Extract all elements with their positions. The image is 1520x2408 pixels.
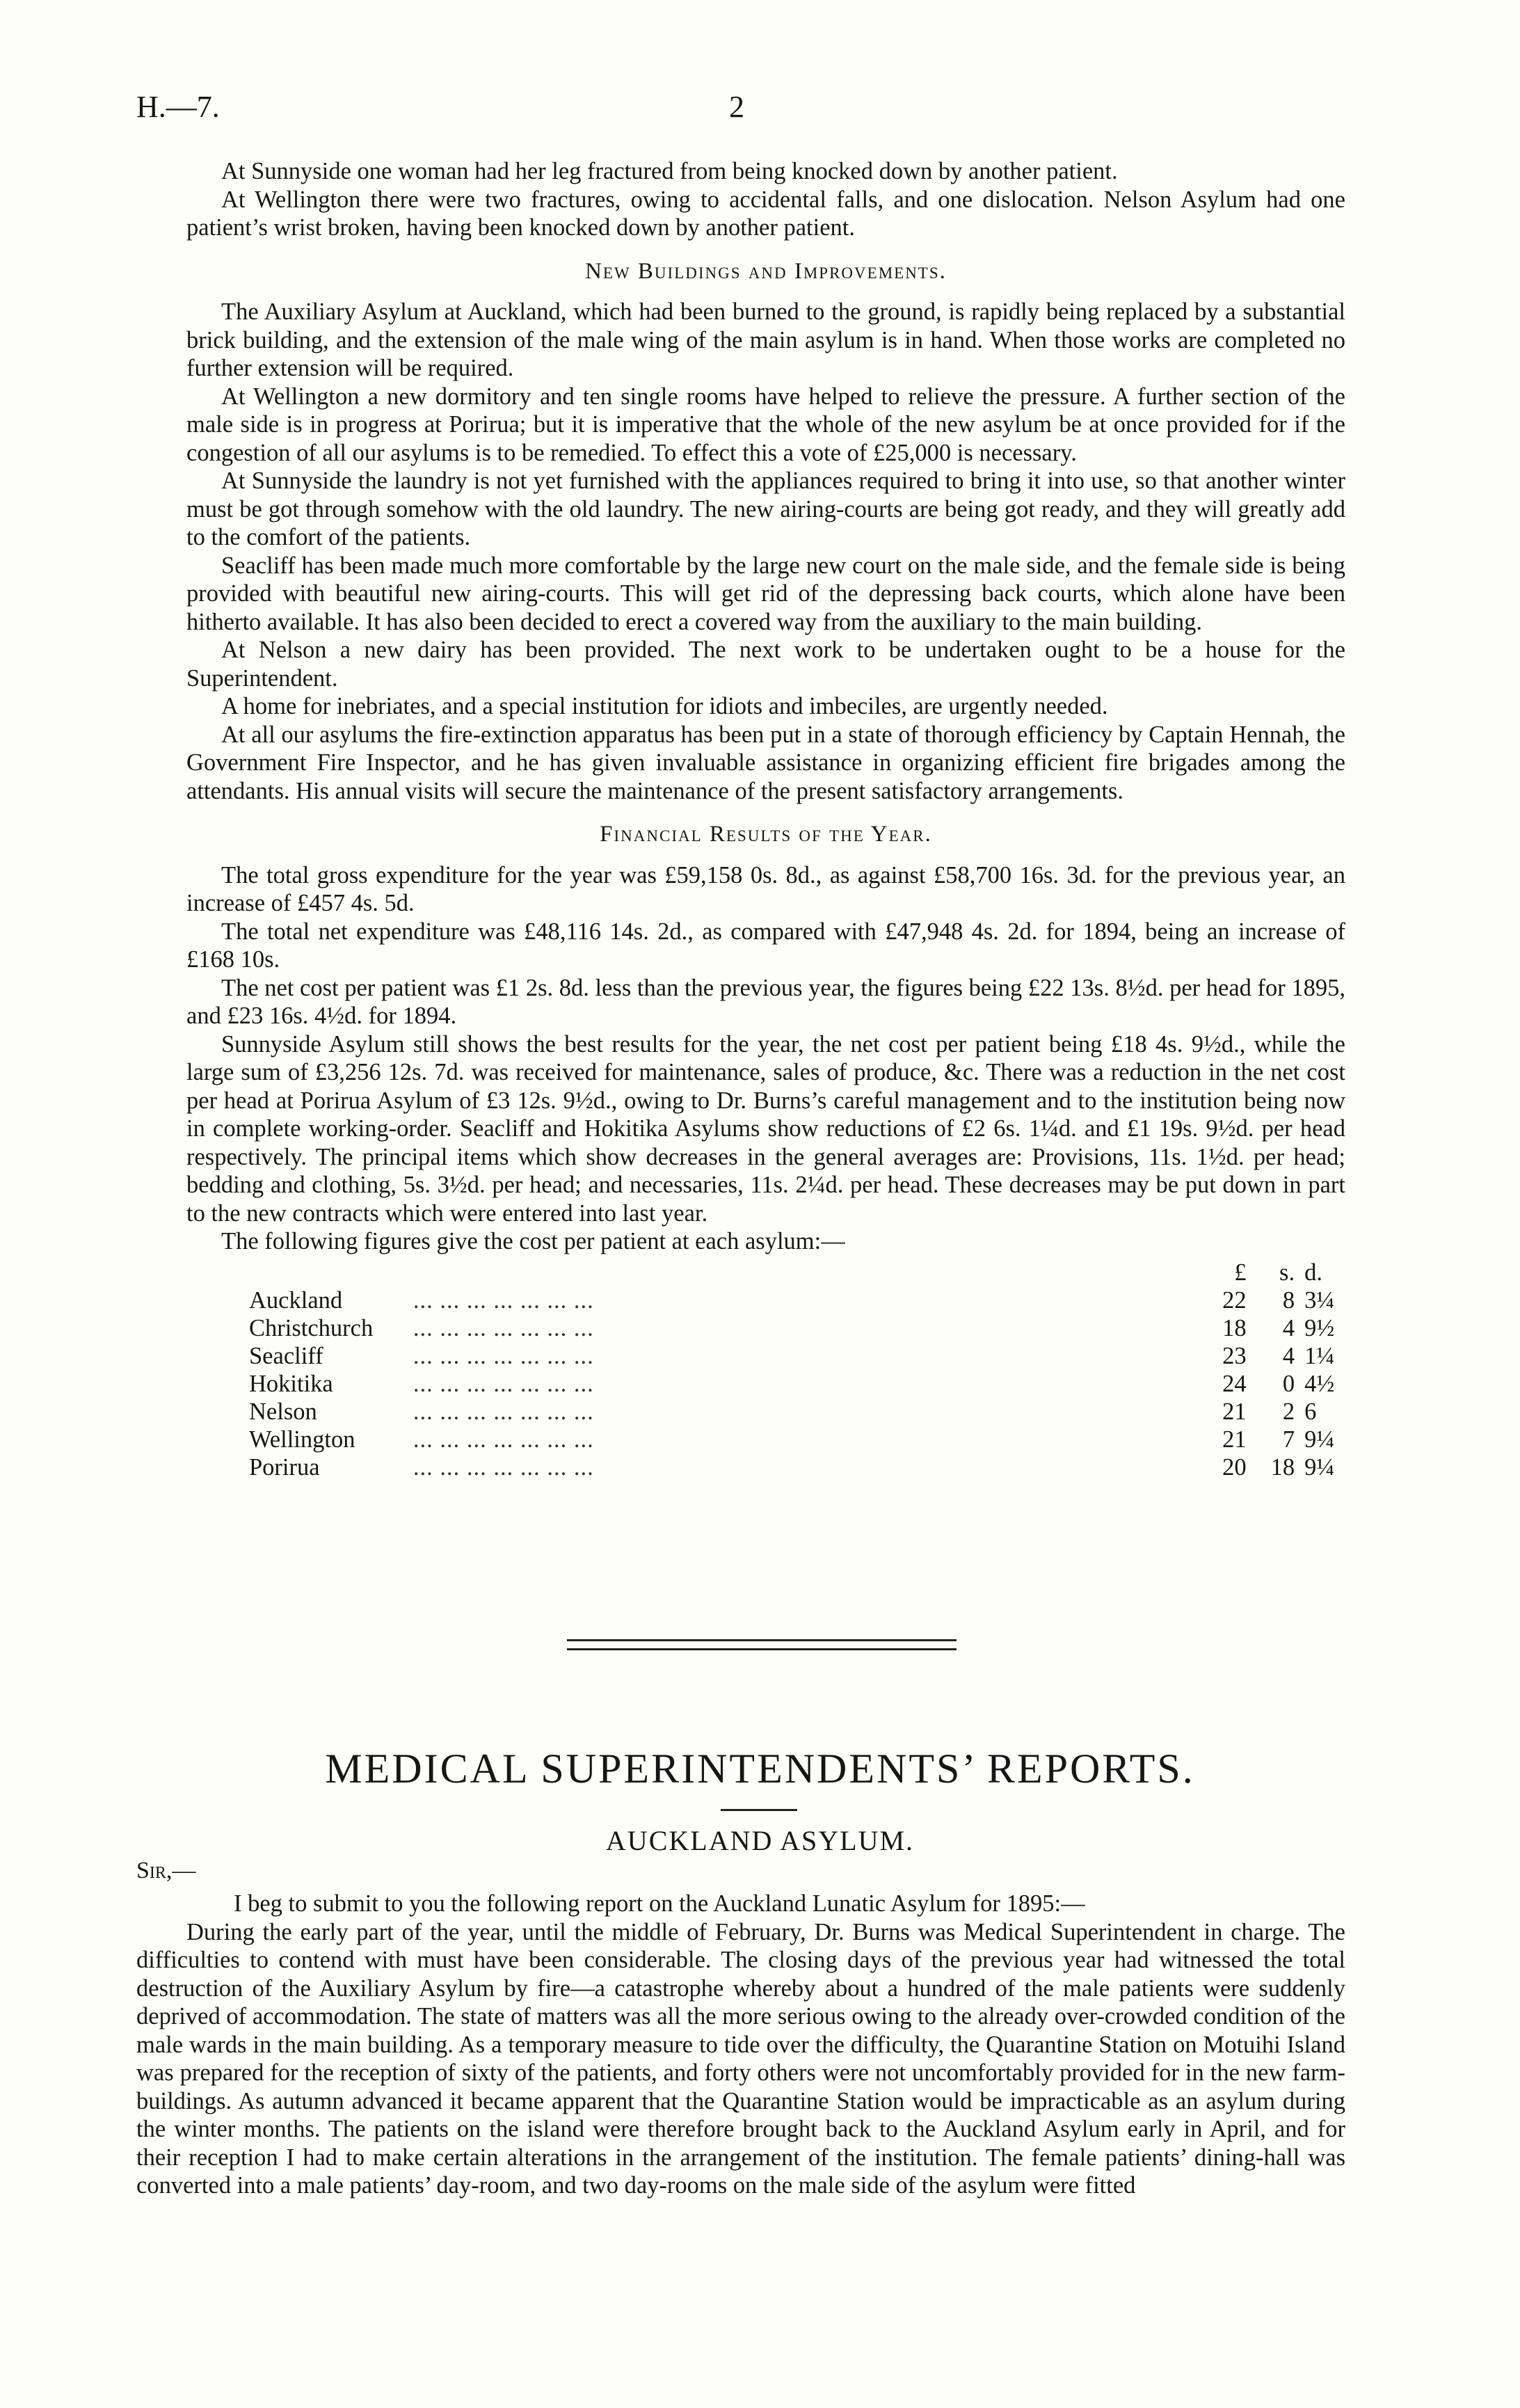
cost-per-patient-table (249, 1259, 1345, 1481)
table-row (249, 1426, 1345, 1453)
cost-shillings: 2 (1282, 1398, 1295, 1425)
cost-shillings: 4 (1282, 1314, 1295, 1341)
cost-pounds: 23 (1222, 1342, 1247, 1369)
unit-shillings: s. (1279, 1259, 1295, 1286)
cost-pence: 4½ (1304, 1370, 1335, 1397)
report-text-column (136, 1890, 1345, 2200)
report-paragraph: During the early part of the year, until the middle of February, Dr. Burns was Medical Superintendent in charge. The difficulties to contend with must have been considerable. The closing days of the previous year had witnessed the total destruction of the Auxiliary Asylum by fire—a catastrophe whereby about a hundred of the male patients were suddenly deprived of accommodation. The state of matters was all the more serious owing to the already over-crowded condition of the male wards in the main building. As a temporary measure to tide over the difficulty, the Quarantine Station on Motuihi Island was prepared for the reception of sixty of the patients, and forty others were not uncomfortably provided for in the new farm-buildings. As autumn advanced it became apparent that the Quarantine Station would be impracticable as an asylum during the winter months. The patients on the island were therefore brought back to the Auckland Asylum early in April, and for their reception I had to make certain alterations in the arrangement of the institution. The female patients’ dining-hall was converted into a male patients’ day-room, and two day-rooms on the male side of the asylum were fitted (136, 1918, 1345, 2199)
report-code: H.—7. (136, 90, 220, 124)
intro-paragraph: At Sunnyside one woman had her leg fractured from being knocked down by another patient. (221, 158, 1118, 184)
table-row (249, 1453, 1345, 1481)
section-heading-financial: Financial Results of the Year. (600, 822, 932, 847)
unit-pence: d. (1304, 1259, 1322, 1286)
asylum-name: Seacliff (249, 1342, 323, 1369)
asylum-name: Christchurch (249, 1314, 374, 1341)
dot-leader: ... ... ... ... ... ... ... (413, 1370, 594, 1397)
intro-paragraph: At Wellington there were two fractures, owing to accidental falls, and one dislocation. Nelson Asylum had one patient’s wrist broken, having been knocked down by another patient. (186, 186, 1345, 241)
cost-pence: 1¼ (1304, 1342, 1335, 1369)
dot-leader: ... ... ... ... ... ... ... (413, 1398, 594, 1425)
asylum-name: Hokitika (249, 1370, 333, 1397)
financial-paragraph: The following figures give the cost per patient at each asylum:— (221, 1228, 845, 1254)
dot-leader: ... ... ... ... ... ... ... (413, 1314, 594, 1341)
dot-leader: ... ... ... ... ... ... ... (413, 1426, 594, 1453)
cost-pounds: 22 (1222, 1286, 1247, 1314)
cost-pounds: 20 (1222, 1453, 1247, 1481)
cost-pounds: 24 (1222, 1370, 1247, 1397)
cost-pounds: 21 (1222, 1398, 1247, 1425)
asylum-name: Auckland (249, 1286, 343, 1314)
reports-title: MEDICAL SUPERINTENDENTS’ REPORTS. (325, 1746, 1195, 1792)
cost-pence: 9¼ (1304, 1453, 1335, 1481)
buildings-paragraph: The Auxiliary Asylum at Auckland, which had been burned to the ground, is rapidly being replaced by a substantial brick building, and the extension of the male wing of the main asylum is in hand. When those works are completed no further extension will be required. (186, 298, 1345, 381)
cost-pounds: 21 (1222, 1426, 1247, 1453)
cost-pence: 6 (1304, 1398, 1317, 1425)
cost-pounds: 18 (1222, 1314, 1247, 1341)
title-underline (721, 1809, 797, 1811)
table-row (249, 1286, 1345, 1314)
cost-shillings: 0 (1282, 1370, 1295, 1397)
financial-paragraph: Sunnyside Asylum still shows the best results for the year, the net cost per patient being £18 4s. 9½d., while the large sum of £3,256 12s. 7d. was received for maintenance, sales of produce, &c. There was a reduction in the net cost per head at Porirua Asylum of £3 12s. 9½d., owing to Dr. Burns’s careful management and to the institution being now in complete working-order. Seacliff and Hokitika Asylums show reductions of £2 6s. 1¼d. and £1 19s. 9½d. per head respectively. The principal items which show decreases in the general averages are: Provisions, 11s. 1½d. per head; bedding and clothing, 5s. 3½d. per head; and necessaries, 11s. 2¼d. per head. These decreases may be put down in part to the new contracts which were entered into last year. (186, 1030, 1345, 1227)
table-units-row (249, 1259, 1345, 1286)
buildings-paragraph: Seacliff has been made much more comfortable by the large new court on the male side, and the female side is being provided with beautiful new airing-courts. This will get rid of the depressing back courts, which alone have been hitherto available. It has also been decided to erect a covered way from the auxiliary to the main building. (186, 552, 1345, 635)
buildings-paragraph: At Sunnyside the laundry is not yet furnished with the appliances required to bring it into use, so that another winter must be got through somehow with the old laundry. The new airing-courts are being got ready, and they will greatly add to the comfort of the patients. (186, 468, 1345, 550)
cost-pence: 9¼ (1304, 1426, 1335, 1453)
report-paragraph: I beg to submit to you the following report on the Auckland Lunatic Asylum for 1895:— (234, 1890, 1085, 1917)
cost-pence: 3¼ (1304, 1286, 1335, 1314)
dot-leader: ... ... ... ... ... ... ... (413, 1286, 594, 1314)
dot-leader: ... ... ... ... ... ... ... (413, 1342, 594, 1369)
table-row (249, 1342, 1345, 1370)
table-row (249, 1314, 1345, 1342)
section-divider (567, 1639, 957, 1650)
asylum-name: Wellington (249, 1426, 355, 1453)
salutation: Sir,— (136, 1858, 196, 1883)
buildings-paragraph: At all our asylums the fire-extinction apparatus has been put in a state of thorough efficiency by Captain Hennah, the Government Fire Inspector, and he has given invaluable assistance in organizing efficient fire brigades among the attendants. His annual visits will secure the maintenance of the present satisfactory arrangements. (186, 721, 1345, 804)
page-number: 2 (729, 90, 744, 124)
buildings-paragraph: At Nelson a new dairy has been provided. The next work to be undertaken ought to be a house for the Superintendent. (186, 637, 1345, 692)
asylum-name: Porirua (249, 1453, 320, 1481)
financial-paragraph: The total gross expenditure for the year was £59,158 0s. 8d., as against £58,700 16s. 3d. for the previous year, an increase of £457 4s. 5d. (186, 861, 1345, 916)
dot-leader: ... ... ... ... ... ... ... (413, 1453, 594, 1481)
asylum-name: Nelson (249, 1398, 317, 1425)
cost-pence: 9½ (1304, 1314, 1335, 1341)
buildings-paragraph: A home for inebriates, and a special institution for idiots and imbeciles, are urgently needed. (221, 693, 1108, 719)
cost-shillings: 7 (1282, 1426, 1295, 1453)
section-heading-buildings: New Buildings and Improvements. (585, 258, 947, 284)
cost-shillings: 8 (1282, 1286, 1295, 1314)
asylum-report-title: AUCKLAND ASYLUM. (605, 1825, 915, 1856)
buildings-paragraph: At Wellington a new dormitory and ten single rooms have helped to relieve the pressure. A further section of the male side is in progress at Porirua; but it is imperative that the whole of the new asylum be at once provided for if the congestion of all our asylums is to be remedied. To effect this a vote of £25,000 is necessary. (186, 383, 1345, 466)
cost-shillings: 4 (1282, 1342, 1295, 1369)
unit-pounds: £ (1234, 1259, 1247, 1286)
financial-paragraph: The total net expenditure was £48,116 14s. 2d., as compared with £47,948 4s. 2d. for 1894, being an increase of £168 10s. (186, 918, 1345, 973)
financial-paragraph: The net cost per patient was £1 2s. 8d. less than the previous year, the figures being £22 13s. 8½d. per head for 1895, and £23 16s. 4½d. for 1894. (186, 974, 1345, 1029)
cost-shillings: 18 (1270, 1453, 1295, 1481)
table-row (249, 1398, 1345, 1426)
main-text-column (186, 157, 1345, 1481)
table-row (249, 1370, 1345, 1398)
